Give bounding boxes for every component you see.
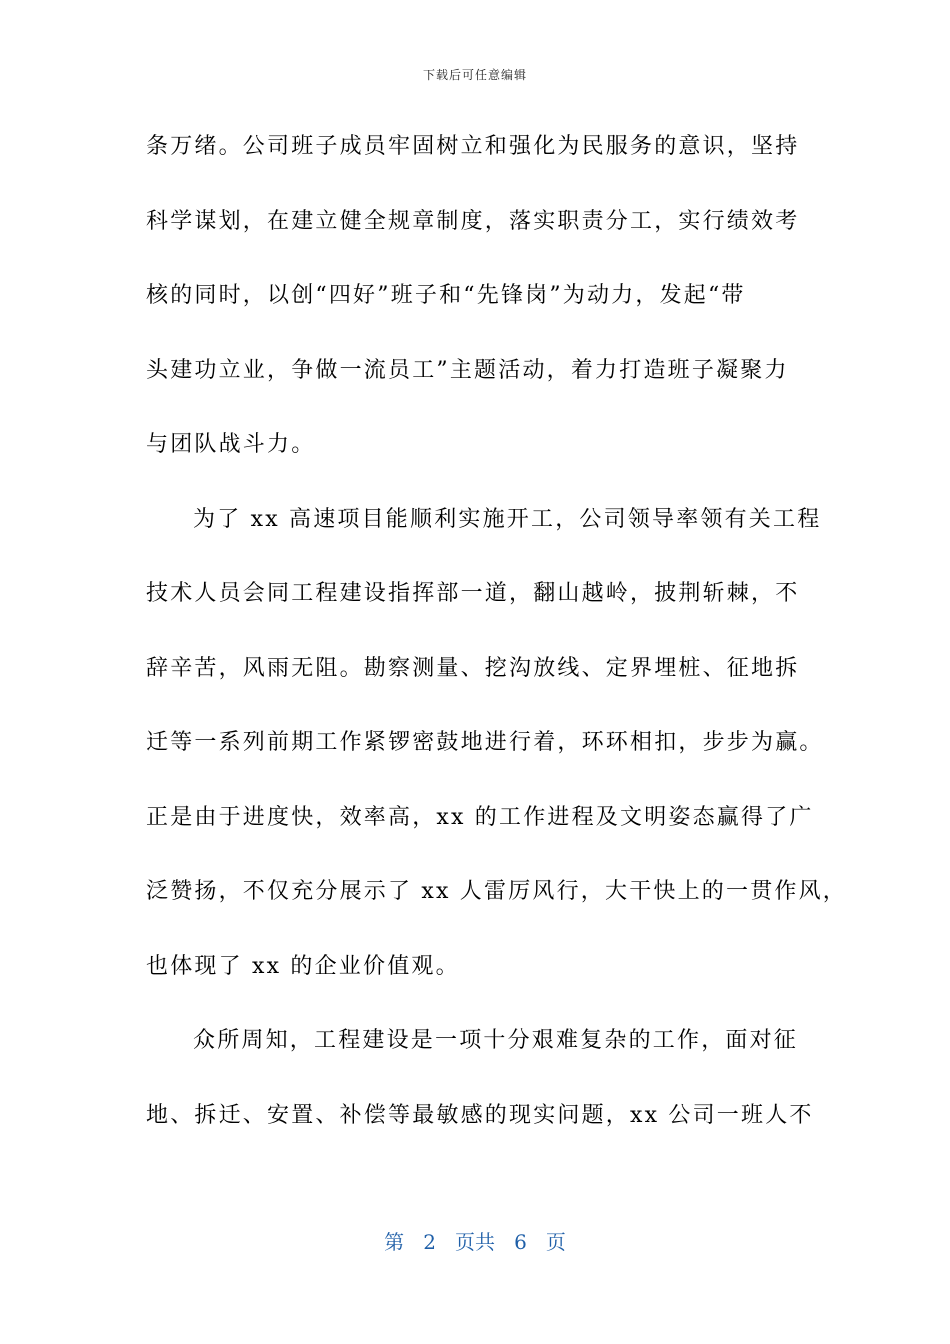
- text-line: 科学谋划，在建立健全规章制度，落实职责分工，实行绩效考: [146, 208, 800, 234]
- text-line: 迁等一系列前期工作紧锣密鼓地进行着，环环相扣，步步为赢。: [146, 730, 824, 755]
- text-line: 地、拆迁、安置、补偿等最敏感的现实问题，xx 公司一班人不: [146, 1102, 814, 1128]
- page-label-mid: 页共: [455, 1230, 495, 1254]
- page-label-prefix: 第: [384, 1230, 405, 1254]
- page-label-suffix: 页: [545, 1230, 566, 1254]
- paragraph-start-line: 为了 xx 高速项目能顺利实施开工，公司领导率领有关工程: [193, 506, 822, 532]
- text-line: 也体现了 xx 的企业价值观。: [146, 953, 460, 979]
- text-line: 技术人员会同工程建设指挥部一道，翻山越岭，披荆斩棘，不: [146, 581, 800, 606]
- text-line: 辞辛苦，风雨无阻。勘察测量、挖沟放线、定界埋桩、征地拆: [146, 655, 800, 681]
- text-line: 泛赞扬，不仅充分展示了 xx 人雷厉风行，大干快上的一贯作风，: [146, 879, 848, 904]
- text-line: 核的同时，以创“四好”班子和“先锋岗”为动力，发起“带: [146, 283, 746, 308]
- total-pages-number: 6: [514, 1230, 527, 1254]
- page-number-footer: [0, 1226, 950, 1255]
- paragraph-start-line: 众所周知，工程建设是一项十分艰难复杂的工作，面对征: [193, 1028, 799, 1053]
- header-note: 下载后可任意编辑: [422, 68, 527, 82]
- text-line: 头建功立业，争做一流员工”主题活动，着力打造班子凝聚力: [146, 357, 789, 383]
- text-line: 条万绪。公司班子成员牢固树立和强化为民服务的意识，坚持: [146, 134, 800, 159]
- body-text: [146, 110, 848, 1153]
- text-line: 与团队战斗力。: [146, 432, 316, 457]
- current-page-number: 2: [423, 1230, 436, 1254]
- text-line: 正是由于进度快，效率高，xx 的工作进程及文明姿态赢得了广: [146, 804, 814, 830]
